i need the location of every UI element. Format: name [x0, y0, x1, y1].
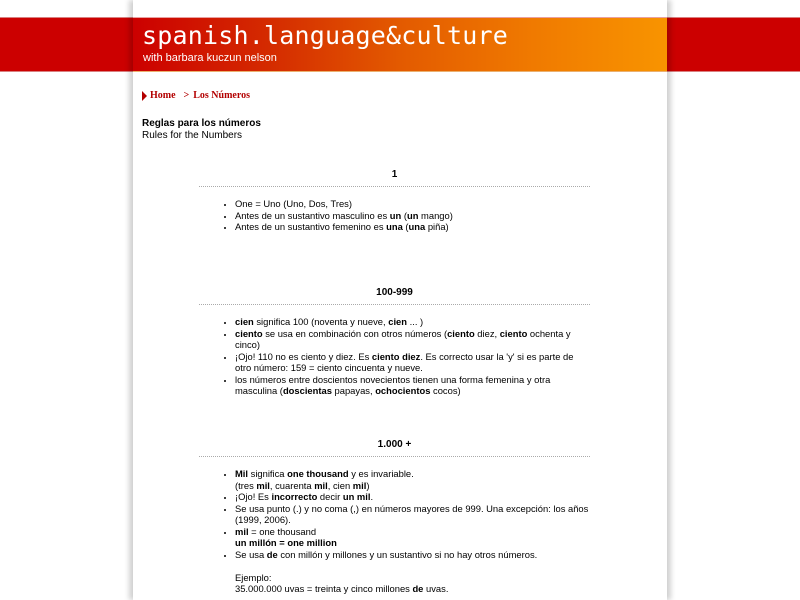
breadcrumb-separator: >: [183, 90, 190, 101]
page-subtitle: Rules for the Numbers: [142, 130, 243, 141]
list-item: • mil = one thousand un millón = one million: [235, 526, 590, 549]
section-divider: [199, 456, 590, 457]
section-heading: 1.000 +: [377, 439, 412, 450]
list-item: • One = Uno (Uno, Dos, Tres): [235, 198, 590, 210]
section-list: [199, 316, 590, 397]
site-subtitle: with barbara kuczun nelson: [143, 52, 277, 64]
triangle-right-icon: [142, 91, 147, 101]
content-column: [133, 0, 667, 600]
section-divider: [199, 304, 590, 305]
list-item: • Mil significa one thousand y es invariable. (tres mil, cuarenta mil, cien mil): [235, 468, 590, 491]
breadcrumb: [142, 90, 250, 101]
section-heading: 1: [391, 169, 398, 180]
section-1000-plus: [199, 438, 590, 595]
section-divider: [199, 186, 590, 187]
section-1: [199, 168, 590, 233]
breadcrumb-home-link[interactable]: Home: [150, 90, 176, 101]
list-item: • los números entre doscientos novecientos tienen una forma femenina y otra masculina (doscientas papayas, ochocientos cocos): [235, 374, 590, 397]
breadcrumb-current-link[interactable]: Los Números: [193, 90, 251, 101]
list-item: • ¡Ojo! 110 no es ciento y diez. Es ciento diez. Es correcto usar la 'y' si es parte de otro número: 159 = ciento cincuenta y nueve.: [235, 351, 590, 374]
site-title: spanish.language&culture: [142, 21, 509, 50]
site-header: [133, 17, 667, 72]
list-item: • Se usa punto (.) y no coma (,) en números mayores de 999. Una excepción: los años (1999, 2006).: [235, 503, 590, 526]
list-item: • cien significa 100 (noventa y nueve, cien ... ): [235, 316, 590, 328]
list-item: • Antes de un sustantivo masculino es un (un mango): [235, 210, 590, 222]
section-list: [199, 468, 590, 595]
list-item: • ciento se usa en combinación con otros números (ciento diez, ciento ochenta y cinco): [235, 328, 590, 351]
list-item: • ¡Ojo! Es incorrecto decir un mil.: [235, 491, 590, 503]
list-item: • Se usa de con millón y millones y un sustantivo si no hay otros números. Ejemplo: 35.000.000 uvas = treinta y cinco millones de uvas.: [235, 549, 590, 595]
list-item: • Antes de un sustantivo femenino es una (una piña): [235, 221, 590, 233]
section-list: [199, 198, 590, 233]
section-heading: 100-999: [376, 287, 413, 298]
section-100-999: [199, 286, 590, 397]
page-title: Reglas para los números: [142, 118, 261, 129]
